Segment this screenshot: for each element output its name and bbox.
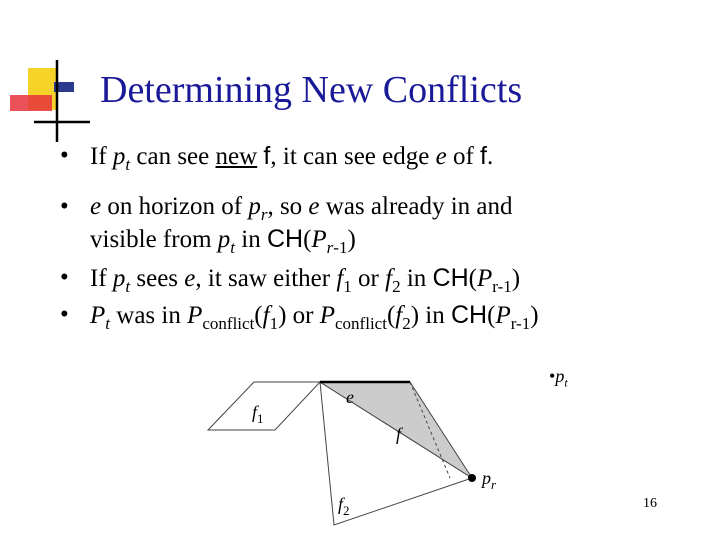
- bullet-3: [60, 262, 700, 295]
- text: can see: [130, 143, 216, 170]
- sub-t: t: [564, 375, 568, 390]
- var-P: P: [90, 302, 106, 329]
- paren: ): [278, 302, 287, 329]
- paren: (: [386, 302, 396, 329]
- logo-red-bar: [10, 95, 52, 111]
- text: .: [486, 143, 494, 170]
- sub-conflict: conflict: [335, 314, 387, 333]
- paren: ): [347, 226, 356, 253]
- sub-two: 2: [402, 314, 411, 333]
- var-p: p: [112, 143, 126, 170]
- point-pt-dot: •: [549, 366, 556, 386]
- bullet-marker: •: [60, 193, 69, 220]
- text: , it saw either: [195, 265, 337, 292]
- sub-one: 1: [343, 277, 352, 296]
- text: was in: [110, 302, 188, 329]
- paren: ): [511, 265, 521, 292]
- bullet-marker: •: [60, 301, 69, 328]
- text: , so: [267, 193, 309, 220]
- label-f: f: [396, 424, 402, 444]
- label-pr-base: p: [482, 468, 491, 488]
- var-p: p: [248, 193, 261, 220]
- label-e: e: [346, 387, 354, 407]
- sub-conflict: conflict: [202, 314, 255, 333]
- sub-r: r: [260, 205, 268, 224]
- text: or: [286, 302, 320, 329]
- face-f1: [208, 382, 320, 430]
- slide-logo: [0, 0, 90, 150]
- label-pr: [480, 468, 497, 492]
- bullet-marker: •: [60, 264, 69, 291]
- sub-r: r: [326, 238, 334, 257]
- label-f2-sub: 2: [343, 503, 350, 518]
- text: , it can see edge: [270, 143, 436, 170]
- convex-hull-ch: CH: [432, 264, 469, 292]
- text: If: [90, 143, 113, 170]
- sub-t: t: [230, 238, 235, 257]
- var-e: e: [184, 265, 196, 292]
- var-P: P: [187, 302, 203, 329]
- var-f2: f: [385, 265, 393, 292]
- sub-r-minus-one: r-1: [510, 314, 531, 333]
- var-e: e: [90, 193, 102, 220]
- face-f: f: [263, 142, 271, 170]
- label-f2-base: f: [338, 494, 344, 514]
- text: of: [446, 143, 481, 170]
- var-p: p: [112, 265, 126, 292]
- text: in: [400, 265, 433, 292]
- var-p: p: [217, 226, 231, 253]
- text: in: [419, 302, 451, 329]
- convex-hull-ch: CH: [266, 225, 304, 253]
- convex-hull-ch: CH: [451, 301, 488, 329]
- bullet-2: [60, 191, 700, 256]
- point-pr: [468, 474, 476, 482]
- text: on horizon of: [101, 193, 249, 220]
- var-p: p: [555, 366, 565, 386]
- sub-minus-one: -1: [333, 238, 348, 257]
- face-f: f: [480, 142, 487, 170]
- var-P: P: [495, 302, 511, 329]
- var-e: e: [308, 193, 320, 220]
- var-f1: f: [336, 265, 344, 292]
- paren: (: [254, 302, 263, 329]
- text: in: [235, 226, 267, 253]
- page-number: 16: [643, 496, 657, 511]
- point-pt-label: [549, 366, 568, 390]
- label-f1-base: f: [252, 402, 258, 422]
- sub-two: 2: [392, 277, 401, 296]
- sub-t: t: [125, 155, 131, 174]
- var-P: P: [311, 226, 327, 253]
- var-P: P: [476, 265, 493, 292]
- text: sees: [130, 265, 185, 292]
- var-P: P: [319, 302, 336, 329]
- text: was already in and: [319, 193, 513, 220]
- bullet-marker: •: [60, 142, 69, 169]
- var-f1: f: [262, 302, 270, 329]
- geometry-figure: [200, 360, 520, 530]
- label-pr-sub: r: [491, 477, 497, 492]
- bullet-4: [60, 299, 700, 332]
- sub-one: 1: [269, 314, 279, 333]
- text: or: [351, 265, 386, 292]
- sub-r-minus-one: r-1: [492, 277, 512, 296]
- sub-t: t: [105, 314, 111, 333]
- text: If: [90, 265, 113, 292]
- slide-title: Determining New Conflicts: [100, 69, 523, 111]
- paren: ): [530, 302, 539, 329]
- sub-t: t: [125, 277, 131, 296]
- text: visible from: [90, 226, 218, 253]
- bullet-1: [60, 140, 700, 173]
- paren: (: [303, 226, 312, 253]
- var-e: e: [435, 143, 447, 170]
- label-f1-sub: 1: [257, 411, 264, 426]
- paren: (: [468, 265, 477, 292]
- paren: (: [487, 302, 496, 329]
- underlined-new: new: [215, 143, 258, 170]
- paren: ): [410, 302, 420, 329]
- bullet-list: [60, 140, 700, 332]
- var-f2: f: [395, 302, 403, 329]
